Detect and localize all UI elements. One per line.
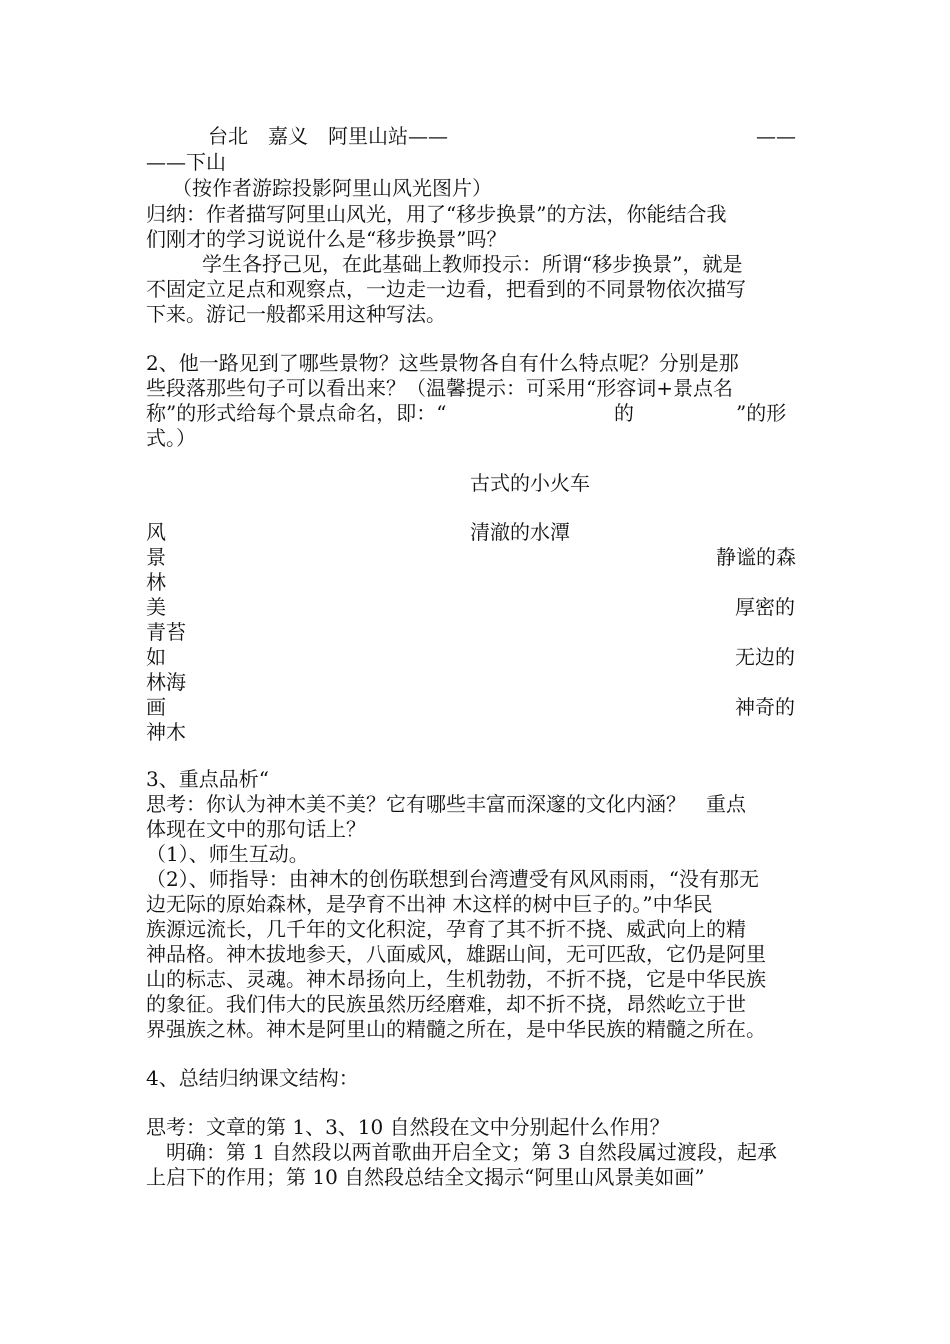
- scene-sacred-tree: 神奇的: [735, 695, 795, 719]
- q2-line-3-a: 称”的形式给每个景点命名，即：“: [146, 401, 447, 425]
- diagram-left-6: 如: [146, 645, 166, 669]
- q4-title: 4、总结归纳课文结构：: [146, 1066, 359, 1090]
- teacher-line-1: 学生各抒己见，在此基础上教师投示：所谓“移步换景”，就是: [202, 252, 743, 276]
- scene-pond: 清澈的水潭: [470, 520, 570, 544]
- route-line-1-end: ——: [756, 124, 796, 148]
- q3-point-2-line-3: 族源远流长，几千年的文化积淀，孕育了其不折不挠、威武向上的精: [146, 917, 746, 941]
- q3-point-2-line-4: 神品格。神木拔地参天，八面威风，雄踞山间，无可匹敌，它仍是阿里: [146, 942, 766, 966]
- diagram-left-4: 美: [146, 595, 166, 619]
- q2-line-2: 些段落那些句子可以看出来？（温馨提示：可采用“形容词+景点名: [146, 376, 733, 400]
- q2-line-3-c: ”的形: [736, 401, 787, 425]
- q4-think: 思考：文章的第 1、3、10 自然段在文中分别起什么作用？: [146, 1115, 670, 1139]
- summary-line-2: 们刚才的学习说说什么是“移步换景”吗？: [146, 227, 507, 251]
- projection-note: （按作者游踪投影阿里山风光图片）: [172, 176, 492, 200]
- q3-title: 3、重点品析“: [146, 767, 269, 791]
- scene-forest: 静谧的森: [716, 545, 796, 569]
- q2-line-3-b: 的: [614, 401, 634, 425]
- teacher-line-3: 下来。游记一般都采用这种写法。: [146, 302, 446, 326]
- q4-answer-line-2: 上启下的作用；第 10 自然段总结全文揭示“阿里山风景美如画”: [146, 1165, 705, 1189]
- q3-think-1: 思考：你认为神木美不美？它有哪些丰富而深邃的文化内涵？ 重点: [146, 792, 746, 816]
- q3-think-2: 体现在文中的那句话上？: [146, 817, 366, 841]
- summary-line-1: 归纳：作者描写阿里山风光，用了“移步换景”的方法，你能结合我: [146, 202, 727, 226]
- q3-point-2-line-2: 边无际的原始森林，是孕育不出神 木这样的树中巨子的。”中华民: [146, 892, 713, 916]
- q2-line-1: 2、他一路见到了哪些景物？这些景物各自有什么特点呢？分别是那: [146, 351, 739, 375]
- scene-moss: 厚密的: [735, 595, 795, 619]
- teacher-line-2: 不固定立足点和观察点，一边走一边看，把看到的不同景物依次描写: [146, 277, 746, 301]
- q3-point-1: （1）、师生互动。: [146, 842, 309, 866]
- scene-forest-sea: 无边的: [735, 645, 795, 669]
- route-line-2: ——下山: [146, 150, 226, 174]
- q3-point-2-line-5: 山的标志、灵魂。神木昂扬向上，生机勃勃，不折不挠，它是中华民族: [146, 967, 766, 991]
- diagram-left-1: 风: [146, 520, 166, 544]
- diagram-left-8: 画: [146, 695, 166, 719]
- diagram-left-5: 青苔: [146, 620, 186, 644]
- scene-train: 古式的小火车: [470, 471, 590, 495]
- diagram-left-9: 神木: [146, 720, 186, 744]
- route-line-1: 台北 嘉义 阿里山站——: [208, 124, 448, 148]
- diagram-left-2: 景: [146, 545, 166, 569]
- diagram-left-7: 林海: [146, 670, 186, 694]
- diagram-left-3: 林: [146, 570, 166, 594]
- q4-answer-line-1: 明确：第 1 自然段以两首歌曲开启全文；第 3 自然段属过渡段，起承: [166, 1140, 777, 1164]
- q3-point-2-line-6: 的象征。我们伟大的民族虽然历经磨难，却不折不挠，昂然屹立于世: [146, 992, 746, 1016]
- q3-point-2-line-1: （2）、师指导：由神木的创伤联想到台湾遭受有风风雨雨，“没有那无: [146, 867, 759, 891]
- q2-line-4: 式。）: [146, 426, 196, 450]
- q3-point-2-line-7: 界强族之林。神木是阿里山的精髓之所在，是中华民族的精髓之所在。: [146, 1017, 766, 1041]
